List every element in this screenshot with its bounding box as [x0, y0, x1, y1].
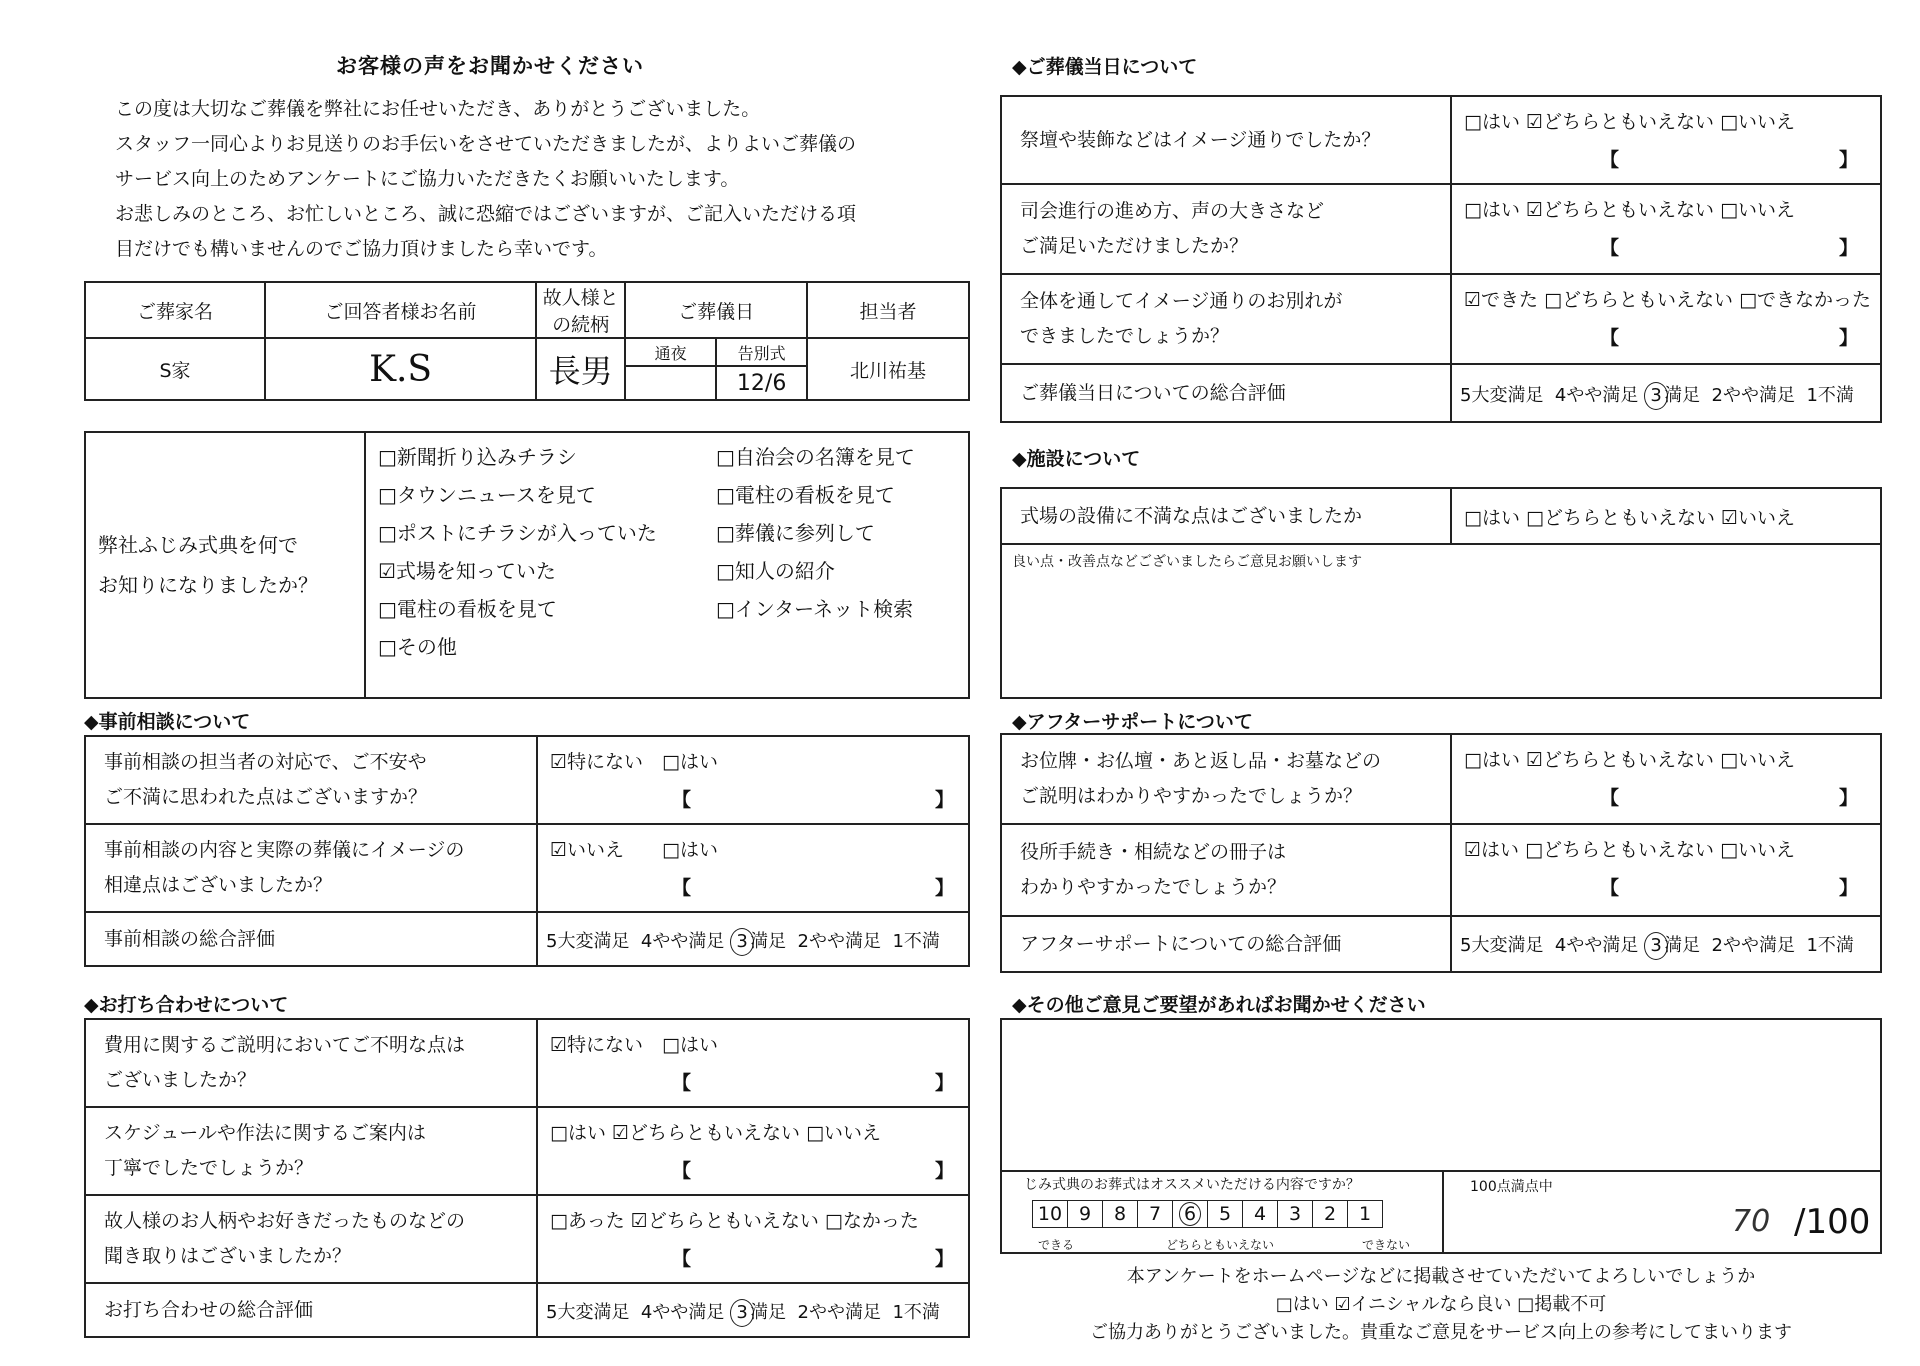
intro-line: 目だけでも構いませんのでご協力頂けましたら幸いです。 — [115, 238, 608, 260]
rating-5: 5大変満足 — [1460, 385, 1544, 406]
bracket-right: 】 — [934, 1248, 954, 1270]
intro-line: お悲しみのところ、お忙しいところ、誠に恐縮ではございますが、ご記入いただける項 — [115, 203, 857, 225]
source-option[interactable]: □新聞折り込みチラシ — [378, 445, 577, 469]
rating-1: 1不満 — [1806, 385, 1854, 406]
scale-cell[interactable]: 4 — [1243, 1201, 1278, 1228]
question-line: ご満足いただけましたか？ — [1020, 235, 1249, 257]
source-option[interactable]: □知人の紹介 — [716, 559, 835, 583]
pre-q3: 事前相談の総合評価 — [85, 912, 537, 966]
answer-options[interactable]: ☑特にない □はい — [550, 751, 718, 773]
date-label: ご葬儀日 — [625, 282, 807, 338]
answer-options[interactable]: □はい ☑どちらともいえない □いいえ — [1464, 199, 1796, 221]
meet-q1 — [85, 1019, 537, 1107]
other-comment-box[interactable] — [1000, 1018, 1882, 1254]
rating-scale[interactable] — [546, 927, 940, 956]
question-line: 役所手続き・相続などの冊子は — [1020, 841, 1287, 863]
after-q1 — [1001, 734, 1451, 824]
question-line: スケジュールや作法に関するご案内は — [104, 1122, 426, 1144]
source-question — [85, 432, 365, 698]
bracket-right: 】 — [934, 1160, 954, 1182]
rating-scale[interactable] — [546, 1298, 940, 1327]
scale-cell[interactable]: 8 — [1103, 1201, 1138, 1228]
question-line: 相違点はございましたか？ — [104, 874, 333, 896]
answer-options[interactable]: ☑特にない □はい — [550, 1034, 718, 1056]
question-line: 司会進行の進め方、声の大きさなど — [1020, 200, 1325, 222]
question-line: ご説明はわかりやすかったでしょうか？ — [1020, 785, 1363, 807]
bracket-left: 【 — [1600, 237, 1620, 259]
staff-value: 北川祐基 — [807, 338, 969, 400]
bracket-right: 】 — [1838, 149, 1858, 171]
day-q2 — [1001, 184, 1451, 274]
rating-3-label: 満足 — [1664, 935, 1701, 956]
answer-options[interactable]: ☑はい □どちらともいえない □いいえ — [1464, 839, 1796, 861]
scale-left-label: できる — [1038, 1238, 1075, 1252]
section-pre-consultation: ◆事前相談について — [84, 711, 251, 733]
question-line: 丁寧でしたでしょうか？ — [104, 1157, 314, 1179]
rating-3-label: 満足 — [750, 931, 787, 952]
bracket-left: 【 — [672, 1072, 692, 1094]
scale-mid-label: どちらともいえない — [1166, 1238, 1275, 1252]
pre-q1-answer — [537, 736, 969, 824]
relation-value: 長男 — [536, 338, 625, 400]
intro-line: スタッフ一同心よりお見送りのお手伝いをさせていただきましたが、よりよいご葬儀の — [115, 133, 857, 155]
scale-cell[interactable]: 2 — [1313, 1201, 1348, 1228]
scale-selected-mark: 6 — [1179, 1202, 1201, 1226]
bracket-left: 【 — [672, 789, 692, 811]
question-line: 故人様のお人柄やお好きだったものなどの — [104, 1210, 466, 1232]
bracket-right: 】 — [934, 789, 954, 811]
rating-4: 4やや満足 — [1554, 935, 1639, 956]
question-line: 全体を通してイメージ通りのお別れが — [1020, 290, 1343, 312]
meet-q1-answer — [537, 1019, 969, 1107]
scale-cell-selected[interactable] — [1173, 1201, 1208, 1228]
scale-cell[interactable]: 10 — [1033, 1201, 1068, 1228]
rating-3-circled: 3 — [1644, 382, 1668, 410]
wake-value — [625, 366, 716, 400]
facility-q1: 式場の設備に不満な点はございましたか — [1001, 488, 1451, 544]
source-option[interactable]: □その他 — [378, 635, 457, 659]
intro-text — [115, 92, 975, 267]
rating-4: 4やや満足 — [640, 931, 725, 952]
question-line: ご不満に思われた点はございますか？ — [104, 786, 428, 808]
score-label: 100点満点中 — [1470, 1179, 1553, 1195]
rating-4: 4やや満足 — [640, 1302, 725, 1323]
day-rating — [1451, 364, 1881, 422]
section-after-support: ◆アフターサポートについて — [1012, 711, 1253, 733]
after-q2-answer — [1451, 824, 1881, 916]
rating-3-label: 満足 — [750, 1302, 787, 1323]
answer-options[interactable]: □あった ☑どちらともいえない □なかった — [550, 1210, 919, 1232]
rating-1: 1不満 — [1806, 935, 1854, 956]
scale-cell[interactable]: 5 — [1208, 1201, 1243, 1228]
day-q1: 祭壇や装飾などはイメージ通りでしたか？ — [1001, 96, 1451, 184]
day-q3-answer — [1451, 274, 1881, 364]
question-line: 事前相談の担当者の対応で、ご不安や — [104, 751, 427, 773]
meeting-table — [84, 1018, 970, 1338]
bracket-right: 】 — [1838, 327, 1858, 349]
rating-scale[interactable] — [1460, 931, 1854, 960]
source-option[interactable]: □電柱の看板を見て — [716, 483, 895, 507]
respondent-value: K.S — [265, 338, 536, 400]
publish-question: 本アンケートをホームページなどに掲載させていただいてよろしいでしょうか — [1126, 1266, 1756, 1287]
rating-2: 2やや満足 — [1711, 385, 1795, 406]
rating-2: 2やや満足 — [797, 931, 881, 952]
rating-scale[interactable] — [1460, 381, 1854, 410]
meet-q3 — [85, 1195, 537, 1283]
pre-rating — [537, 912, 969, 966]
rating-4: 4やや満足 — [1554, 385, 1639, 406]
funeral-label: 告別式 — [716, 338, 807, 366]
day-q3 — [1001, 274, 1451, 364]
rating-3-circled: 3 — [1644, 932, 1668, 960]
rating-3-circled: 3 — [730, 928, 754, 956]
bracket-left: 【 — [1600, 877, 1620, 899]
intro-line: この度は大切なご葬儀を弊社にお任せいただき、ありがとうございました。 — [115, 98, 761, 120]
answer-options[interactable]: □はい ☑どちらともいえない □いいえ — [1464, 111, 1796, 133]
source-option[interactable]: □自治会の名簿を見て — [716, 445, 915, 469]
answer-options[interactable]: □はい ☑どちらともいえない □いいえ — [550, 1122, 882, 1144]
rating-5: 5大変満足 — [546, 931, 630, 952]
day-q4: ご葬儀当日についての総合評価 — [1001, 364, 1451, 422]
thanks-text: ご協力ありがとうございました。貴重なご意見をサービス向上の参考にしてまいります — [1090, 1322, 1792, 1343]
recommend-question: じみ式典のお葬式はオススメいただける内容ですか？ — [1024, 1177, 1360, 1193]
source-options — [365, 432, 969, 698]
section-funeral-day: ◆ご葬儀当日について — [1012, 56, 1198, 78]
after-rating — [1451, 916, 1881, 972]
bracket-left: 【 — [1600, 149, 1620, 171]
score-max: /100 — [1794, 1202, 1871, 1242]
bracket-right: 】 — [934, 1072, 954, 1094]
scale-cell[interactable]: 1 — [1348, 1201, 1383, 1228]
pre-q2-answer — [537, 824, 969, 912]
facility-table — [1000, 487, 1882, 699]
rating-3-label: 満足 — [1664, 385, 1701, 406]
intro-line: サービス向上のためアンケートにご協力いただきたくお願いいたします。 — [115, 168, 740, 190]
section-other: ◆その他ご意見ご要望があればお聞かせください — [1012, 994, 1426, 1016]
pre-q2 — [85, 824, 537, 912]
scale-cell[interactable]: 7 — [1138, 1201, 1173, 1228]
info-table — [84, 281, 970, 401]
meet-rating — [537, 1283, 969, 1337]
recommend-scale — [1032, 1200, 1383, 1228]
rating-1: 1不満 — [892, 931, 940, 952]
pre-q1 — [85, 736, 537, 824]
answer-options[interactable]: ☑できた □どちらともいえない □できなかった — [1464, 289, 1872, 311]
staff-label: 担当者 — [807, 282, 969, 338]
after-support-table — [1000, 733, 1882, 973]
bracket-left: 【 — [672, 1160, 692, 1182]
source-option[interactable]: □タウンニュースを見て — [378, 483, 596, 507]
bracket-right: 】 — [1838, 787, 1858, 809]
meet-q3-answer — [537, 1195, 969, 1283]
question-line: できましたでしょうか？ — [1020, 325, 1230, 347]
meet-q4: お打ち合わせの総合評価 — [85, 1283, 537, 1337]
family-label: ご葬家名 — [85, 282, 265, 338]
day-q2-answer — [1451, 184, 1881, 274]
question-line: 事前相談の内容と実際の葬儀にイメージの — [104, 839, 465, 861]
bracket-right: 】 — [934, 877, 954, 899]
rating-5: 5大変満足 — [1460, 935, 1544, 956]
answer-options[interactable]: □はい □どちらともいえない ☑いいえ — [1464, 507, 1796, 529]
source-table — [84, 431, 970, 699]
scale-cell[interactable]: 3 — [1278, 1201, 1313, 1228]
question-line: 聞き取りはございましたか？ — [104, 1245, 352, 1267]
question-line: ございましたか？ — [104, 1069, 257, 1091]
bracket-left: 【 — [1600, 787, 1620, 809]
source-option[interactable]: □葬儀に参列して — [716, 521, 875, 545]
funeral-value: 12/6 — [716, 366, 807, 400]
rating-1: 1不満 — [892, 1302, 940, 1323]
day-q1-answer — [1451, 96, 1881, 184]
scale-right-label: できない — [1362, 1238, 1411, 1252]
family-value: S家 — [85, 338, 265, 400]
funeral-day-table — [1000, 95, 1882, 423]
facility-comment-box[interactable] — [1001, 544, 1881, 698]
relation-label: 故人様との続柄 — [536, 282, 625, 338]
source-option[interactable]: □インターネット検索 — [716, 597, 914, 621]
scale-cell[interactable]: 9 — [1068, 1201, 1103, 1228]
bracket-left: 【 — [672, 1248, 692, 1270]
after-q3: アフターサポートについての総合評価 — [1001, 916, 1451, 972]
source-option[interactable]: ☑式場を知っていた — [378, 559, 556, 583]
source-option[interactable]: □電柱の看板を見て — [378, 597, 557, 621]
rating-2: 2やや満足 — [1711, 935, 1795, 956]
meet-q2 — [85, 1107, 537, 1195]
after-q1-answer — [1451, 734, 1881, 824]
score-value[interactable]: 70 — [1732, 1204, 1771, 1239]
facility-q1-answer — [1451, 488, 1881, 544]
after-q2 — [1001, 824, 1451, 916]
respondent-label: ご回答者様お名前 — [265, 282, 536, 338]
rating-3-circled: 3 — [730, 1299, 754, 1327]
source-question-line: 弊社ふじみ式典を何で — [98, 533, 298, 557]
rating-5: 5大変満足 — [546, 1302, 630, 1323]
source-question-line: お知りになりましたか？ — [98, 573, 318, 597]
bracket-right: 】 — [1838, 877, 1858, 899]
question-line: わかりやすかったでしょうか？ — [1020, 876, 1287, 898]
question-line: 費用に関するご説明においてご不明な点は — [104, 1034, 466, 1056]
wake-label: 通夜 — [625, 338, 716, 366]
question-line: お位牌・お仏壇・あと返し品・お墓などの — [1020, 750, 1382, 772]
answer-options[interactable]: □はい ☑どちらともいえない □いいえ — [1464, 749, 1796, 771]
publish-options[interactable]: □はい ☑イニシャルなら良い □掲載不可 — [1275, 1294, 1607, 1315]
section-facility: ◆施設について — [1012, 448, 1141, 470]
answer-options[interactable]: ☑いいえ □はい — [550, 839, 718, 861]
pre-consultation-table — [84, 735, 970, 967]
survey-title: お客様の声をお聞かせください — [336, 54, 644, 78]
section-meeting: ◆お打ち合わせについて — [84, 994, 289, 1016]
rating-2: 2やや満足 — [797, 1302, 881, 1323]
bracket-right: 】 — [1838, 237, 1858, 259]
bracket-left: 【 — [1600, 327, 1620, 349]
bracket-left: 【 — [672, 877, 692, 899]
source-option[interactable]: □ポストにチラシが入っていた — [378, 521, 657, 545]
facility-comment-label: 良い点・改善点などございましたらご意見お願いします — [1012, 554, 1362, 570]
meet-q2-answer — [537, 1107, 969, 1195]
